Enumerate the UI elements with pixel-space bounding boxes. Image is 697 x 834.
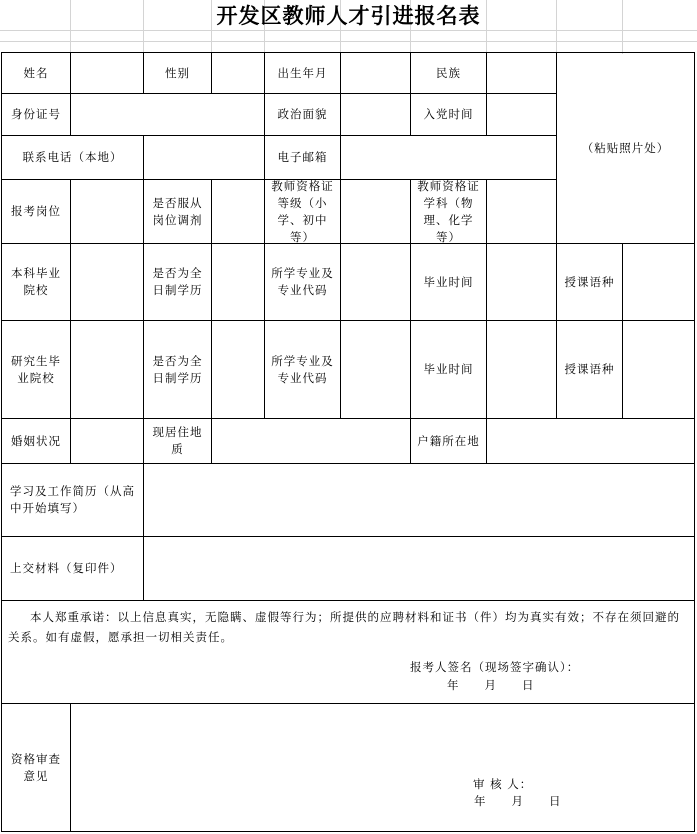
label-household: 户籍所在地	[410, 418, 487, 464]
label-accept-reassign: 是否服从岗位调剂	[143, 179, 212, 244]
input-undergrad-school[interactable]	[70, 243, 144, 321]
applicant-signature-date: 年 月 日	[447, 678, 535, 692]
input-grad-time-2[interactable]	[486, 320, 557, 419]
input-fulltime-1[interactable]	[211, 243, 265, 321]
input-grad-school[interactable]	[70, 320, 144, 419]
input-id-number[interactable]	[70, 93, 265, 136]
input-cert-level[interactable]	[340, 179, 411, 244]
label-fulltime-2: 是否为全日制学历	[143, 320, 212, 419]
label-cert-subject: 教师资格证学科（物理、化学等）	[410, 179, 487, 244]
form-title: 开发区教师人才引进报名表	[216, 3, 481, 28]
label-fulltime-1: 是否为全日制学历	[143, 243, 212, 321]
input-residence-nature[interactable]	[211, 418, 411, 464]
input-email[interactable]	[340, 135, 557, 180]
label-materials: 上交材料（复印件）	[1, 536, 144, 601]
input-teach-language-1[interactable]	[622, 243, 695, 321]
input-ethnicity[interactable]	[486, 52, 557, 94]
label-gender: 性别	[143, 52, 212, 94]
label-party-join-time: 入党时间	[410, 93, 487, 136]
label-major-code-1: 所学专业及专业代码	[264, 243, 341, 321]
label-teach-language-2: 授课语种	[556, 320, 623, 419]
label-cert-level: 教师资格证等级（小学、初中等）	[264, 179, 341, 244]
label-review: 资格审查意见	[1, 703, 71, 832]
label-grad-time-1: 毕业时间	[410, 243, 487, 321]
label-birth: 出生年月	[264, 52, 341, 94]
label-major-code-2: 所学专业及专业代码	[264, 320, 341, 419]
applicant-signature-label[interactable]: 报考人签名（现场签字确认）：	[410, 660, 580, 674]
label-marital: 婚姻状况	[1, 418, 71, 464]
input-name[interactable]	[70, 52, 144, 94]
input-applied-position[interactable]	[70, 179, 144, 244]
input-marital[interactable]	[70, 418, 144, 464]
input-cert-subject[interactable]	[486, 179, 557, 244]
label-undergrad-school: 本科毕业院校	[1, 243, 71, 321]
label-resume: 学习及工作简历（从高中开始填写）	[1, 463, 144, 537]
label-grad-time-2: 毕业时间	[410, 320, 487, 419]
input-household[interactable]	[486, 418, 695, 464]
reviewer-label: 审 核 人：	[473, 777, 533, 791]
input-gender[interactable]	[211, 52, 265, 94]
input-party-join-time[interactable]	[486, 93, 557, 136]
input-political-status[interactable]	[340, 93, 411, 136]
label-residence-nature: 现居住地质	[143, 418, 212, 464]
input-grad-time-1[interactable]	[486, 243, 557, 321]
input-major-code-2[interactable]	[340, 320, 411, 419]
label-grad-school: 研究生毕业院校	[1, 320, 71, 419]
label-applied-position: 报考岗位	[1, 179, 71, 244]
input-major-code-1[interactable]	[340, 243, 411, 321]
label-ethnicity: 民族	[410, 52, 487, 94]
input-resume[interactable]	[143, 463, 695, 537]
label-id-number: 身份证号	[1, 93, 71, 136]
label-teach-language-1: 授课语种	[556, 243, 623, 321]
input-accept-reassign[interactable]	[211, 179, 265, 244]
photo-placeholder[interactable]: （粘贴照片处）	[556, 52, 695, 244]
label-email: 电子邮箱	[264, 135, 341, 180]
input-materials[interactable]	[143, 536, 695, 601]
input-review[interactable]	[70, 703, 695, 832]
input-birth[interactable]	[340, 52, 411, 94]
input-fulltime-2[interactable]	[211, 320, 265, 419]
review-date: 年 月 日	[474, 794, 562, 808]
label-phone: 联系电话（本地）	[1, 135, 144, 180]
label-name: 姓名	[1, 52, 71, 94]
input-teach-language-2[interactable]	[622, 320, 695, 419]
input-phone[interactable]	[143, 135, 265, 180]
pledge-text: 本人郑重承诺：以上信息真实，无隐瞒、虚假等行为；所提供的应聘材料和证书（件）均为真实有效；不存在须回避的关系。如有虚假，愿承担一切相关责任。	[8, 610, 680, 644]
label-political-status: 政治面貌	[264, 93, 341, 136]
